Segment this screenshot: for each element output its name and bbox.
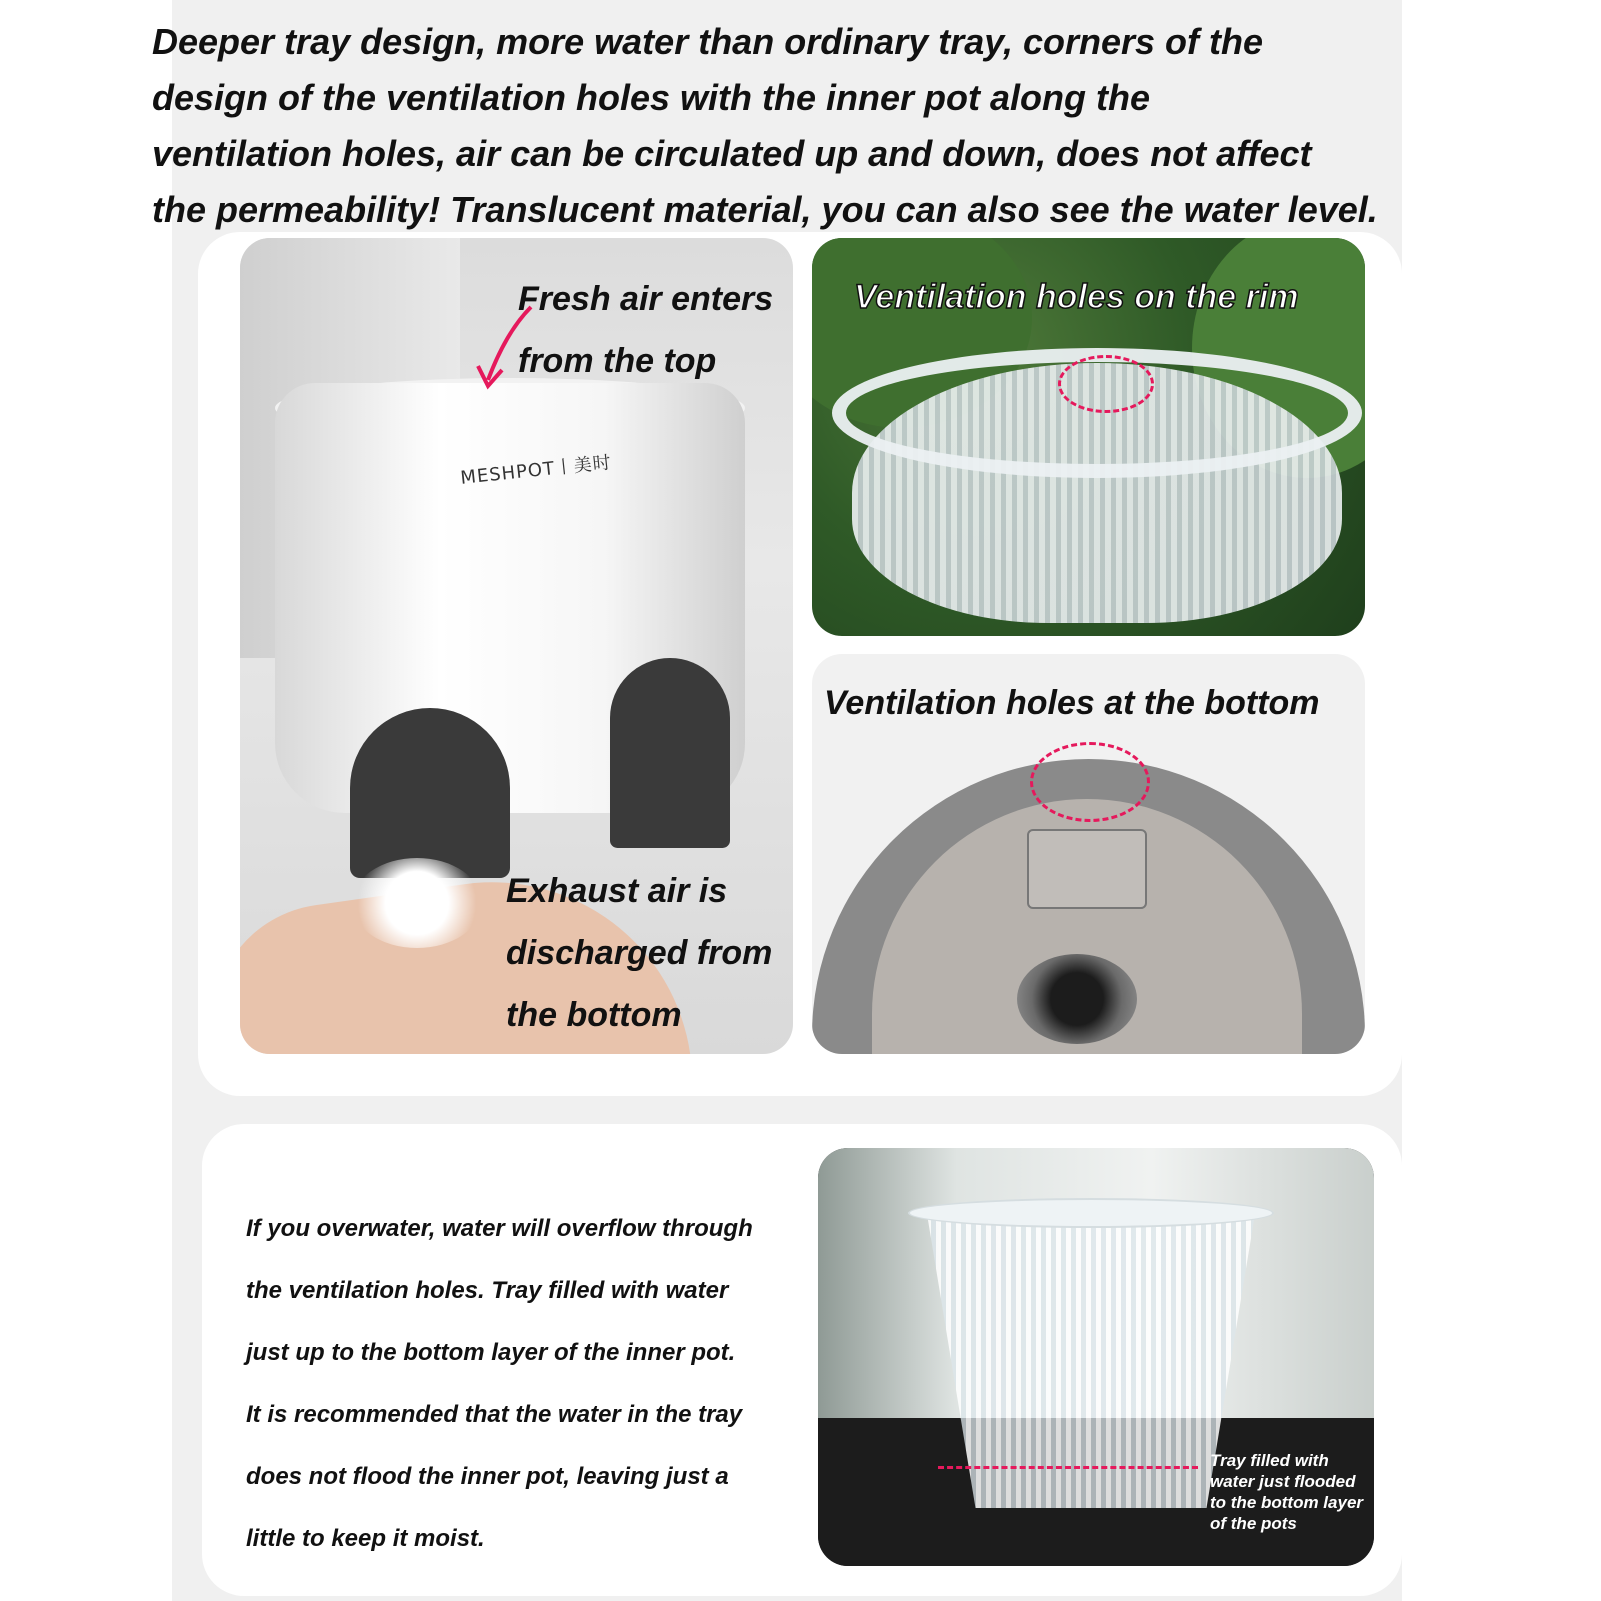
- exhaust-air-line-3: the bottom: [506, 996, 682, 1034]
- overflow-line-6: little to keep it moist.: [246, 1525, 485, 1552]
- drain-hole: [1017, 954, 1137, 1044]
- headline-line-3: ventilation holes, air can be circulated up and down, does not affect: [152, 133, 1312, 174]
- overflow-line-2: the ventilation holes. Tray filled with water: [246, 1277, 729, 1304]
- rim-vent-highlight: [1058, 355, 1154, 413]
- fresh-air-label: [518, 268, 773, 392]
- headline: [152, 14, 1492, 238]
- tray-caption-line-2: water just flooded: [1210, 1472, 1356, 1491]
- overflow-description: [246, 1198, 806, 1570]
- pot-foot-left: [350, 708, 510, 878]
- exhaust-mist: [352, 858, 482, 948]
- rim-vents-label: Ventilation holes on the rim: [854, 278, 1299, 316]
- product-sticker: [1027, 829, 1147, 909]
- airflow-photo: [240, 238, 793, 1054]
- headline-line-4: the permeability! Translucent material, you can also see the water level.: [152, 189, 1378, 230]
- exhaust-air-line-2: discharged from: [506, 934, 773, 972]
- overflow-line-4: It is recommended that the water in the tray: [246, 1401, 743, 1428]
- tray-caption-line-3: to the bottom layer: [1210, 1493, 1364, 1512]
- headline-line-1: Deeper tray design, more water than ordinary tray, corners of the: [152, 21, 1263, 62]
- fresh-air-line-1: Fresh air enters: [518, 280, 774, 318]
- tray-water-photo: [818, 1148, 1374, 1566]
- exhaust-air-label: [506, 860, 772, 1046]
- overflow-line-1: If you overwater, water will overflow through: [246, 1215, 753, 1242]
- rim-vents-photo: [812, 238, 1365, 636]
- translucent-pot-rim: [908, 1198, 1274, 1228]
- tray-caption-line-1: Tray filled with: [1210, 1451, 1329, 1470]
- exhaust-air-line-1: Exhaust air is: [506, 872, 728, 910]
- overflow-line-3: just up to the bottom layer of the inner pot.: [246, 1339, 736, 1366]
- water-level-line: [938, 1466, 1198, 1469]
- tray-caption-line-4: of the pots: [1210, 1514, 1297, 1533]
- pot-foot-right: [610, 658, 730, 848]
- bottom-vents-label: Ventilation holes at the bottom: [824, 684, 1320, 722]
- fresh-air-line-2: from the top: [518, 342, 717, 380]
- tray-caption: [1210, 1450, 1363, 1534]
- bottom-vents-photo: [812, 654, 1365, 1054]
- translucent-pot-image: [926, 1208, 1256, 1508]
- bottom-vent-highlight: [1030, 742, 1150, 822]
- headline-line-2: design of the ventilation holes with the inner pot along the: [152, 77, 1151, 118]
- pot-brand-text: MESHPOT丨美时: [459, 452, 613, 489]
- overflow-line-5: does not flood the inner pot, leaving just a: [246, 1463, 729, 1490]
